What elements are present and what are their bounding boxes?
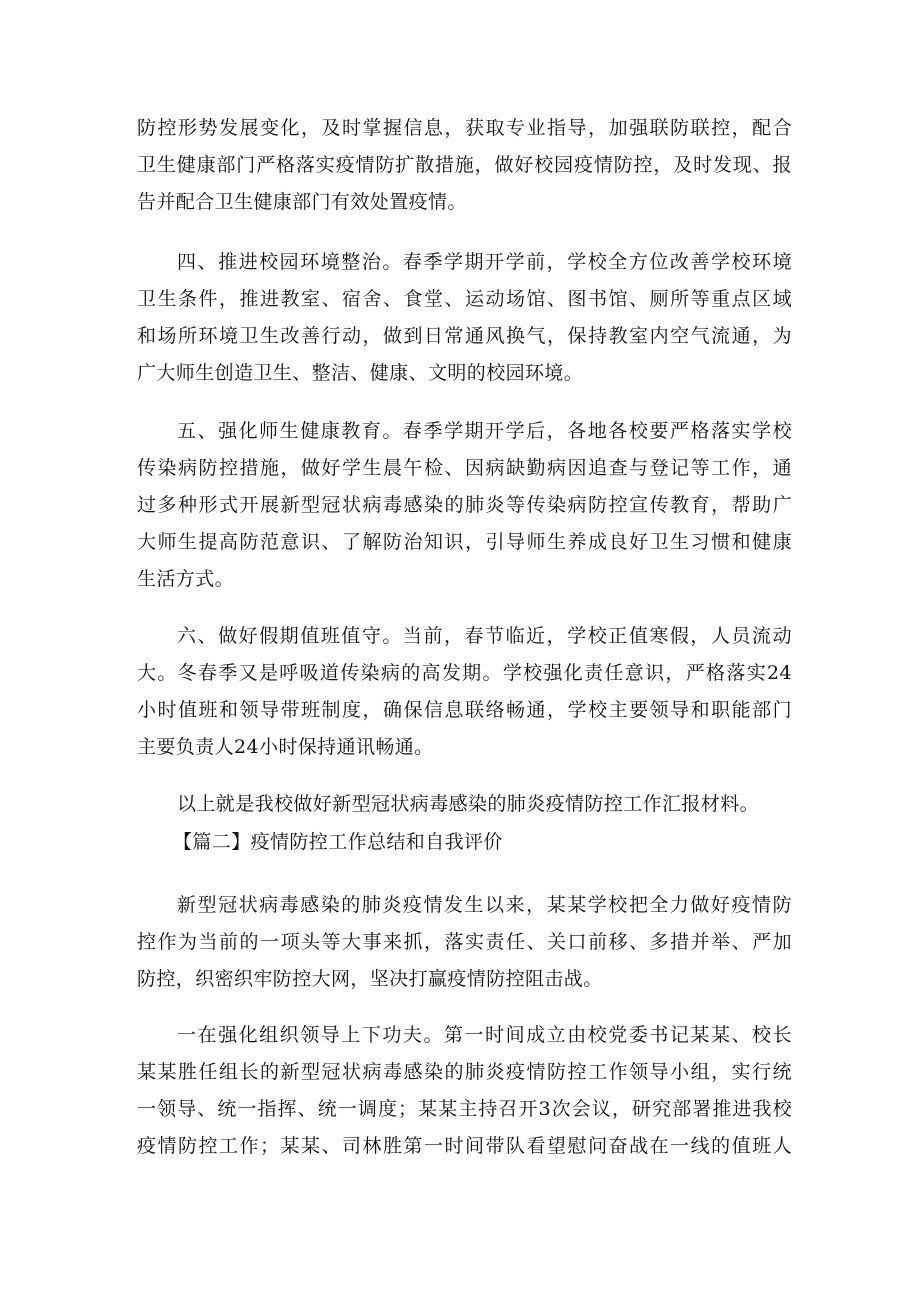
text-line: 和场所环境卫生改善行动，做到日常通风换气，保持教室内空气流通，为 [137, 325, 792, 347]
text-line: 卫生健康部门严格落实疫情防扩散措施，做好校园疫情防控，及时发现、报 [137, 154, 792, 176]
section-title: 【篇二】疫情防控工作总结和自我评价 [173, 831, 503, 853]
paragraph-summary-intro [137, 887, 792, 998]
text-line: 防控，织密织牢防控大网，坚决打赢疫情防控阻击战。 [137, 968, 603, 990]
text-line: 广大师生创造卫生、整洁、健康、文明的校园环境。 [137, 362, 584, 384]
text-line: 过多种形式开展新型冠状病毒感染的肺炎等传染病防控宣传教育，帮助广 [137, 494, 792, 516]
text-line: 传染病防控措施，做好学生晨午检、因病缺勤病因追查与登记等工作，通 [137, 457, 792, 479]
text-line: 主要负责人24小时保持通讯畅通。 [137, 736, 434, 758]
paragraph-campus-environment [137, 244, 792, 392]
paragraph-organization-leadership [137, 1017, 792, 1165]
paragraph-report-conclusion [137, 786, 792, 823]
text-line: 一领导、统一指挥、统一调度；某某主持召开3次会议，研究部署推进我校 [137, 1098, 792, 1120]
text-line: 小时值班和领导带班制度，确保信息联络畅通，学校主要领导和职能部门 [137, 699, 792, 721]
text-line: 防控形势发展变化，及时掌握信息，获取专业指导，加强联防联控，配合 [137, 117, 792, 139]
text-line: 生活方式。 [137, 568, 235, 590]
text-line: 告并配合卫生健康部门有效处置疫情。 [137, 191, 467, 213]
text-line: 疫情防控工作；某某、司林胜第一时间带队看望慰问奋战在一线的值班人 [137, 1135, 792, 1157]
text-line: 控作为当前的一项头等大事来抓，落实责任、关口前移、多措并举、严加 [137, 931, 792, 953]
text-line: 一在强化组织领导上下功夫。第一时间成立由校党委书记某某、校长 [177, 1024, 792, 1046]
text-line: 以上就是我校做好新型冠状病毒感染的肺炎疫情防控工作汇报材料。 [177, 793, 760, 815]
paragraph-epidemic-coordination [137, 110, 792, 221]
text-line: 大师生提高防范意识、了解防治知识，引导师生养成良好卫生习惯和健康 [137, 531, 792, 553]
section-heading [137, 824, 792, 861]
text-line: 大。冬春季又是呼吸道传染病的高发期。学校强化责任意识，严格落实24 [137, 662, 792, 684]
text-line: 六、做好假期值班值守。当前，春节临近，学校正值寒假，人员流动 [177, 625, 792, 647]
text-line: 卫生条件，推进教室、宿舍、食堂、运动场馆、图书馆、厕所等重点区域 [137, 288, 792, 310]
text-line: 某某胜任组长的新型冠状病毒感染的肺炎疫情防控工作领导小组，实行统 [137, 1061, 792, 1083]
paragraph-holiday-duty [137, 618, 792, 766]
text-line: 新型冠状病毒感染的肺炎疫情发生以来，某某学校把全力做好疫情防 [177, 894, 792, 916]
text-line: 五、强化师生健康教育。春季学期开学后，各地各校要严格落实学校 [177, 420, 792, 442]
paragraph-health-education [137, 413, 792, 598]
text-line: 四、推进校园环境整治。春季学期开学前，学校全方位改善学校环境 [177, 251, 792, 273]
